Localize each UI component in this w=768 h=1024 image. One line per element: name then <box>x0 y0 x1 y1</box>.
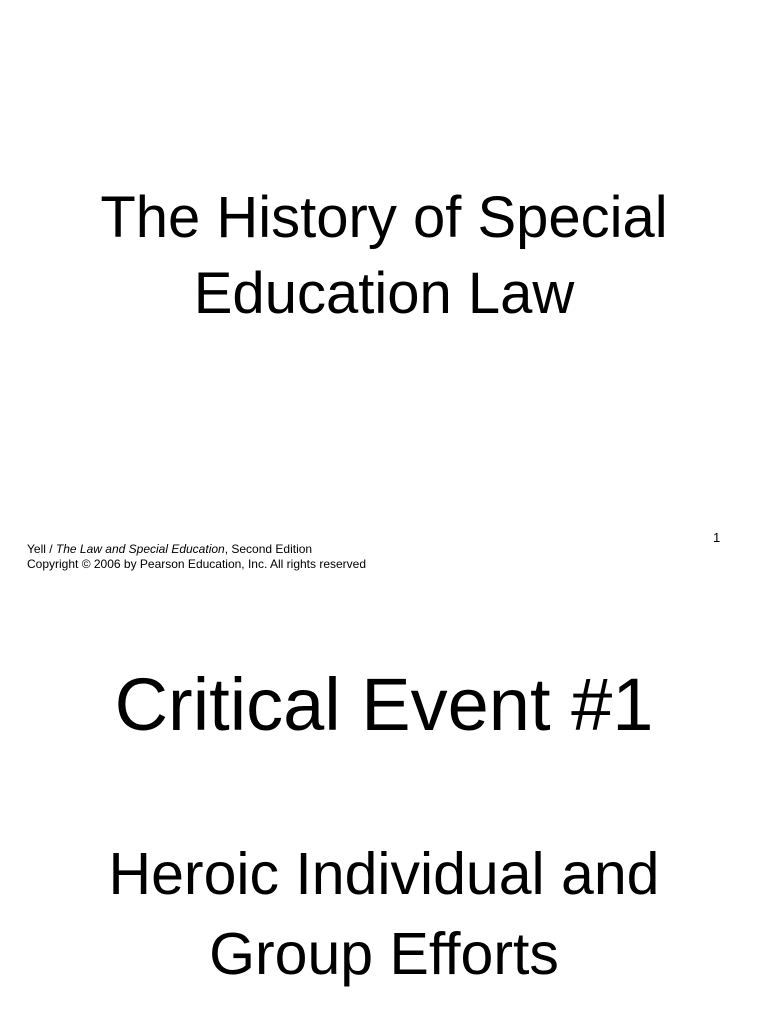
citation-line <box>27 542 366 557</box>
footer-book-title: The Law and Special Education <box>55 542 225 556</box>
title-line-2: Education Law <box>193 261 575 326</box>
slide-2 <box>0 596 768 1024</box>
slide-footer <box>27 542 366 572</box>
title-line-1: The History of Special <box>100 185 668 250</box>
subtitle-line-2: Group Efforts <box>209 921 559 987</box>
footer-edition: , Second Edition <box>224 542 313 556</box>
footer-author: Yell / <box>27 542 56 556</box>
event-subtitle <box>0 834 768 994</box>
page-number: 1 <box>713 530 721 545</box>
event-title: Critical Event #1 <box>114 663 654 746</box>
copyright-line: Copyright © 2006 by Pearson Education, Inc. All rights reserved <box>27 557 367 571</box>
slide-title <box>0 180 768 332</box>
subtitle-line-1: Heroic Individual and <box>108 841 660 907</box>
